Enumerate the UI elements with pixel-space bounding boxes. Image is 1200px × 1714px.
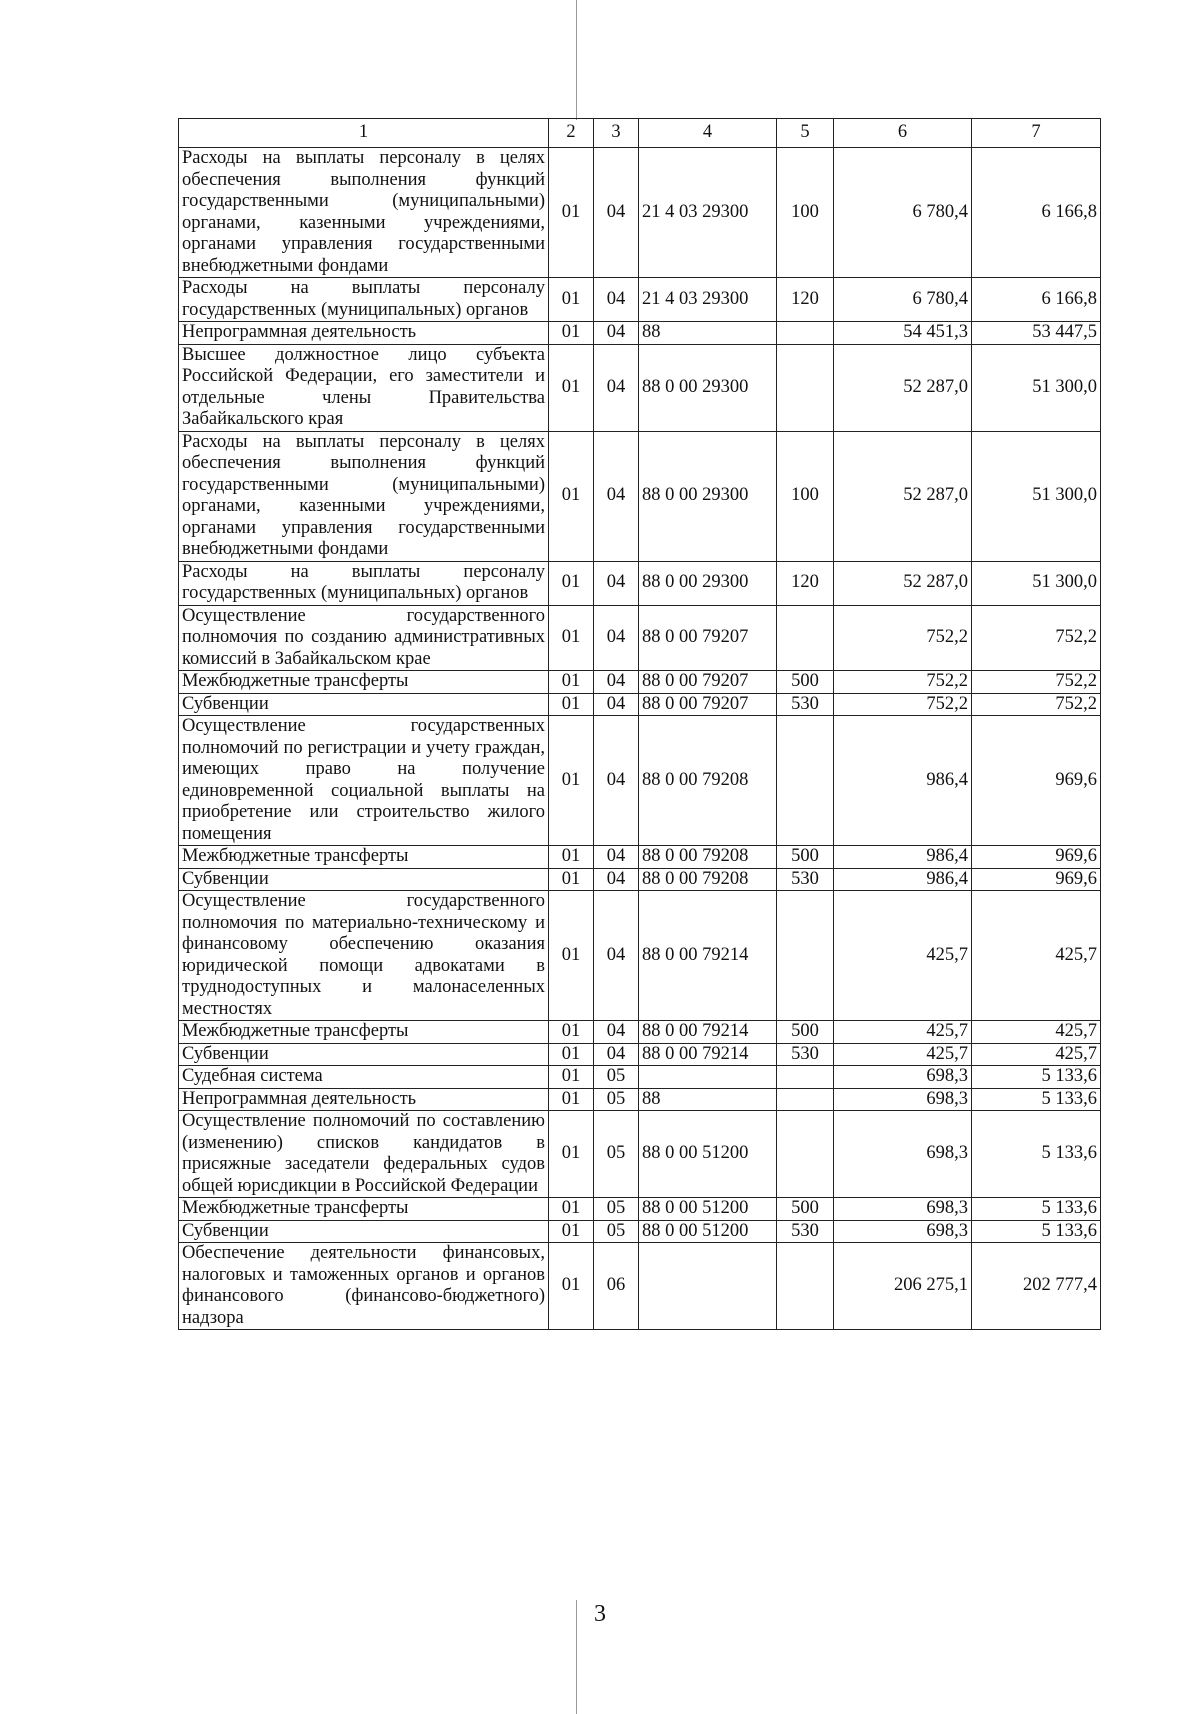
row-subsection-cell: 04: [594, 846, 639, 869]
row-subsection-cell: 05: [594, 1220, 639, 1243]
row-name-cell: Расходы на выплаты персоналу государственных (муниципальных) органов: [179, 278, 549, 322]
row-section-cell: 01: [549, 846, 594, 869]
row-amount-year1-cell: 698,3: [834, 1198, 972, 1221]
table-row: [179, 1198, 1101, 1221]
row-section-cell: 01: [549, 278, 594, 322]
row-expense-group-cell: 500: [777, 846, 834, 869]
header-cell-3: 3: [594, 119, 639, 148]
table-header-row: [179, 119, 1101, 148]
row-amount-year1-cell: 425,7: [834, 891, 972, 1021]
row-expense-group-cell: [777, 322, 834, 345]
table-row: [179, 868, 1101, 891]
row-amount-year2-cell: 51 300,0: [972, 561, 1101, 605]
row-target-article-cell: 88 0 00 51200: [639, 1220, 777, 1243]
row-subsection-cell: 04: [594, 693, 639, 716]
row-amount-year2-cell: 6 166,8: [972, 148, 1101, 278]
row-subsection-cell: 04: [594, 278, 639, 322]
row-subsection-cell: 04: [594, 148, 639, 278]
row-target-article-cell: 88 0 00 51200: [639, 1111, 777, 1198]
row-expense-group-cell: 500: [777, 1198, 834, 1221]
row-section-cell: 01: [549, 605, 594, 671]
row-expense-group-cell: 530: [777, 1043, 834, 1066]
row-amount-year2-cell: 5 133,6: [972, 1066, 1101, 1089]
row-amount-year1-cell: 698,3: [834, 1111, 972, 1198]
row-subsection-cell: 04: [594, 344, 639, 431]
row-amount-year1-cell: 206 275,1: [834, 1243, 972, 1330]
row-name-cell: Субвенции: [179, 693, 549, 716]
row-subsection-cell: 05: [594, 1111, 639, 1198]
row-amount-year2-cell: 5 133,6: [972, 1198, 1101, 1221]
row-name-cell: Осуществление полномочий по составлению (изменению) списков кандидатов в присяжные заседатели федеральных судов общей юрисдикции в Российской Федерации: [179, 1111, 549, 1198]
row-expense-group-cell: 120: [777, 278, 834, 322]
table-row: [179, 671, 1101, 694]
row-amount-year1-cell: 752,2: [834, 693, 972, 716]
row-target-article-cell: 88 0 00 79214: [639, 1021, 777, 1044]
page-number: 3: [594, 1601, 606, 1627]
row-amount-year1-cell: 986,4: [834, 716, 972, 846]
row-name-cell: Межбюджетные трансферты: [179, 1198, 549, 1221]
table-row: [179, 1088, 1101, 1111]
row-section-cell: 01: [549, 1243, 594, 1330]
row-amount-year1-cell: 986,4: [834, 868, 972, 891]
row-section-cell: 01: [549, 1088, 594, 1111]
row-section-cell: 01: [549, 891, 594, 1021]
header-cell-6: 6: [834, 119, 972, 148]
row-amount-year2-cell: 202 777,4: [972, 1243, 1101, 1330]
row-subsection-cell: 04: [594, 561, 639, 605]
row-target-article-cell: 88: [639, 322, 777, 345]
row-expense-group-cell: [777, 1066, 834, 1089]
row-target-article-cell: 88 0 00 51200: [639, 1198, 777, 1221]
row-name-cell: Судебная система: [179, 1066, 549, 1089]
row-section-cell: 01: [549, 1220, 594, 1243]
table-row: [179, 1111, 1101, 1198]
row-name-cell: Расходы на выплаты персоналу в целях обеспечения выполнения функций государственными (муниципальными) органами, казенными учреждениями, органами управления государственными внебюджетными фондами: [179, 148, 549, 278]
row-amount-year2-cell: 752,2: [972, 693, 1101, 716]
row-section-cell: 01: [549, 431, 594, 561]
row-expense-group-cell: [777, 891, 834, 1021]
row-amount-year1-cell: 425,7: [834, 1021, 972, 1044]
header-cell-5: 5: [777, 119, 834, 148]
row-amount-year2-cell: 5 133,6: [972, 1088, 1101, 1111]
table-row: [179, 148, 1101, 278]
row-target-article-cell: 88 0 00 79214: [639, 891, 777, 1021]
row-amount-year1-cell: 52 287,0: [834, 344, 972, 431]
row-subsection-cell: 04: [594, 322, 639, 345]
row-amount-year1-cell: 6 780,4: [834, 278, 972, 322]
row-name-cell: Субвенции: [179, 1043, 549, 1066]
row-amount-year2-cell: 53 447,5: [972, 322, 1101, 345]
table-row: [179, 561, 1101, 605]
table-row: [179, 278, 1101, 322]
table-row: [179, 846, 1101, 869]
table-row: [179, 322, 1101, 345]
row-expense-group-cell: 100: [777, 148, 834, 278]
row-subsection-cell: 04: [594, 431, 639, 561]
row-target-article-cell: 88 0 00 79214: [639, 1043, 777, 1066]
row-target-article-cell: 21 4 03 29300: [639, 148, 777, 278]
table-row: [179, 1243, 1101, 1330]
row-amount-year1-cell: 52 287,0: [834, 431, 972, 561]
row-expense-group-cell: 120: [777, 561, 834, 605]
row-amount-year2-cell: 969,6: [972, 716, 1101, 846]
header-cell-7: 7: [972, 119, 1101, 148]
row-subsection-cell: 04: [594, 891, 639, 1021]
row-target-article-cell: 88 0 00 29300: [639, 431, 777, 561]
row-target-article-cell: 21 4 03 29300: [639, 278, 777, 322]
row-expense-group-cell: 500: [777, 1021, 834, 1044]
row-section-cell: 01: [549, 344, 594, 431]
row-name-cell: Межбюджетные трансферты: [179, 671, 549, 694]
row-amount-year1-cell: 986,4: [834, 846, 972, 869]
row-expense-group-cell: [777, 1243, 834, 1330]
row-amount-year1-cell: 698,3: [834, 1088, 972, 1111]
row-expense-group-cell: 530: [777, 1220, 834, 1243]
row-subsection-cell: 04: [594, 605, 639, 671]
table-row: [179, 1066, 1101, 1089]
row-target-article-cell: 88 0 00 29300: [639, 561, 777, 605]
row-name-cell: Осуществление государственного полномочия по созданию административных комиссий в Забайкальском крае: [179, 605, 549, 671]
row-amount-year1-cell: 6 780,4: [834, 148, 972, 278]
row-amount-year2-cell: 752,2: [972, 671, 1101, 694]
row-subsection-cell: 06: [594, 1243, 639, 1330]
row-subsection-cell: 05: [594, 1198, 639, 1221]
row-section-cell: 01: [549, 868, 594, 891]
row-section-cell: 01: [549, 1111, 594, 1198]
table-row: [179, 431, 1101, 561]
row-target-article-cell: 88 0 00 79207: [639, 671, 777, 694]
header-cell-2: 2: [549, 119, 594, 148]
row-amount-year1-cell: 52 287,0: [834, 561, 972, 605]
row-section-cell: 01: [549, 716, 594, 846]
row-target-article-cell: [639, 1066, 777, 1089]
budget-table-container: [178, 118, 1100, 1330]
row-name-cell: Непрограммная деятельность: [179, 1088, 549, 1111]
row-expense-group-cell: [777, 1111, 834, 1198]
row-section-cell: 01: [549, 1066, 594, 1089]
header-cell-1: 1: [179, 119, 549, 148]
table-row: [179, 1021, 1101, 1044]
row-amount-year2-cell: 425,7: [972, 1043, 1101, 1066]
row-name-cell: Осуществление государственных полномочий по регистрации и учету граждан, имеющих право на получение единовременной социальной выплаты на приобретение или строительство жилого помещения: [179, 716, 549, 846]
row-section-cell: 01: [549, 693, 594, 716]
row-amount-year2-cell: 6 166,8: [972, 278, 1101, 322]
row-subsection-cell: 05: [594, 1088, 639, 1111]
row-name-cell: Межбюджетные трансферты: [179, 846, 549, 869]
row-amount-year1-cell: 752,2: [834, 605, 972, 671]
row-expense-group-cell: 530: [777, 693, 834, 716]
row-amount-year1-cell: 698,3: [834, 1220, 972, 1243]
row-section-cell: 01: [549, 322, 594, 345]
row-subsection-cell: 04: [594, 1043, 639, 1066]
row-amount-year2-cell: 425,7: [972, 1021, 1101, 1044]
row-target-article-cell: 88: [639, 1088, 777, 1111]
table-row: [179, 1043, 1101, 1066]
table-row: [179, 891, 1101, 1021]
row-subsection-cell: 04: [594, 1021, 639, 1044]
row-expense-group-cell: [777, 716, 834, 846]
row-amount-year2-cell: 969,6: [972, 868, 1101, 891]
row-target-article-cell: 88 0 00 79207: [639, 605, 777, 671]
row-section-cell: 01: [549, 561, 594, 605]
row-amount-year1-cell: 54 451,3: [834, 322, 972, 345]
row-name-cell: Межбюджетные трансферты: [179, 1021, 549, 1044]
table-row: [179, 1220, 1101, 1243]
row-name-cell: Расходы на выплаты персоналу государственных (муниципальных) органов: [179, 561, 549, 605]
row-subsection-cell: 04: [594, 716, 639, 846]
row-section-cell: 01: [549, 1198, 594, 1221]
row-amount-year2-cell: 5 133,6: [972, 1220, 1101, 1243]
row-target-article-cell: 88 0 00 79207: [639, 693, 777, 716]
row-amount-year2-cell: 51 300,0: [972, 344, 1101, 431]
row-target-article-cell: 88 0 00 29300: [639, 344, 777, 431]
row-target-article-cell: 88 0 00 79208: [639, 716, 777, 846]
row-section-cell: 01: [549, 148, 594, 278]
row-name-cell: Расходы на выплаты персоналу в целях обеспечения выполнения функций государственными (муниципальными) органами, казенными учреждениями, органами управления государственными внебюджетными фондами: [179, 431, 549, 561]
row-expense-group-cell: [777, 344, 834, 431]
row-section-cell: 01: [549, 671, 594, 694]
header-cell-4: 4: [639, 119, 777, 148]
row-name-cell: Обеспечение деятельности финансовых, налоговых и таможенных органов и органов финансового (финансово-бюджетного) надзора: [179, 1243, 549, 1330]
scan-fold-line: [576, 0, 577, 120]
row-target-article-cell: 88 0 00 79208: [639, 846, 777, 869]
table-row: [179, 716, 1101, 846]
row-expense-group-cell: [777, 605, 834, 671]
row-amount-year2-cell: 969,6: [972, 846, 1101, 869]
row-amount-year1-cell: 752,2: [834, 671, 972, 694]
row-target-article-cell: 88 0 00 79208: [639, 868, 777, 891]
row-section-cell: 01: [549, 1043, 594, 1066]
row-amount-year1-cell: 425,7: [834, 1043, 972, 1066]
row-amount-year2-cell: 425,7: [972, 891, 1101, 1021]
row-name-cell: Субвенции: [179, 868, 549, 891]
row-amount-year2-cell: 5 133,6: [972, 1111, 1101, 1198]
table-row: [179, 693, 1101, 716]
row-expense-group-cell: [777, 1088, 834, 1111]
row-name-cell: Непрограммная деятельность: [179, 322, 549, 345]
row-subsection-cell: 04: [594, 868, 639, 891]
row-name-cell: Субвенции: [179, 1220, 549, 1243]
row-subsection-cell: 04: [594, 671, 639, 694]
row-target-article-cell: [639, 1243, 777, 1330]
row-subsection-cell: 05: [594, 1066, 639, 1089]
row-expense-group-cell: 100: [777, 431, 834, 561]
row-amount-year2-cell: 51 300,0: [972, 431, 1101, 561]
row-name-cell: Высшее должностное лицо субъекта Российской Федерации, его заместители и отдельные члены Правительства Забайкальского края: [179, 344, 549, 431]
row-amount-year2-cell: 752,2: [972, 605, 1101, 671]
table-row: [179, 344, 1101, 431]
row-expense-group-cell: 530: [777, 868, 834, 891]
table-row: [179, 605, 1101, 671]
row-expense-group-cell: 500: [777, 671, 834, 694]
row-section-cell: 01: [549, 1021, 594, 1044]
budget-table: [178, 118, 1101, 1330]
row-name-cell: Осуществление государственного полномочия по материально-техническому и финансовому обеспечению оказания юридической помощи адвокатами в труднодоступных и малонаселенных местностях: [179, 891, 549, 1021]
row-amount-year1-cell: 698,3: [834, 1066, 972, 1089]
